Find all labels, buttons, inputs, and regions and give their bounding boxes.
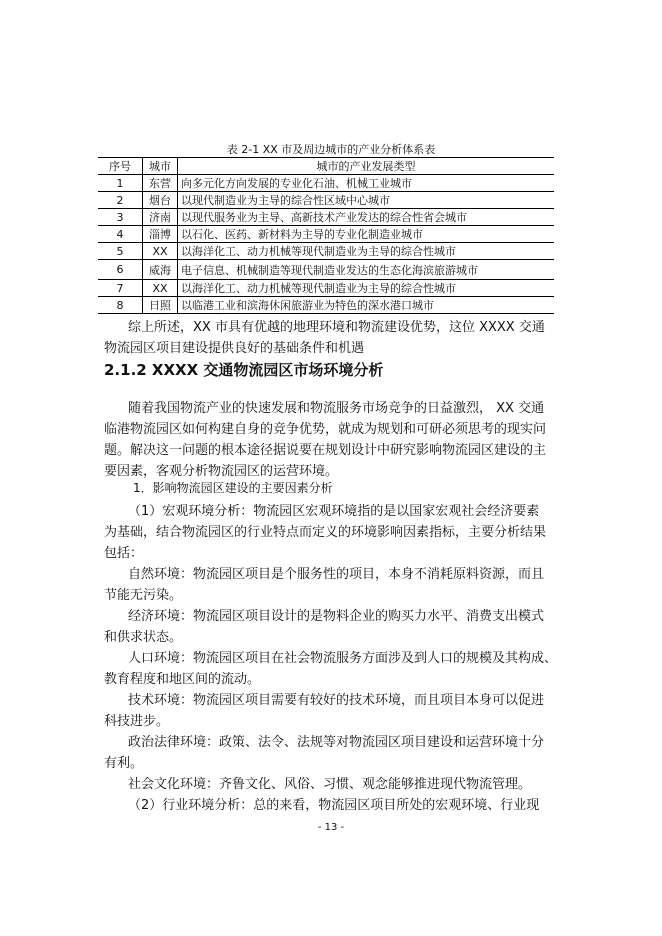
table-row	[98, 280, 554, 297]
col-header-type: 城市的产业发展类型	[178, 158, 555, 175]
macro-line-1: （1）宏观环境分析：物流园区宏观环境指的是以国家宏观社会经济要素	[128, 504, 540, 519]
cell-city: XX	[143, 280, 178, 297]
cell-type: 以现代制造业为主导的综合性区域中心城市	[178, 192, 555, 209]
intro-line-3: 题。解决这一问题的根本途径据说要在规划设计中研究影响物流园区建设的主	[104, 443, 547, 458]
macro-line-2: 为基础，结合物流园区的行业特点而定义的环境影响因素指标，主要分析结果	[104, 525, 547, 540]
table-header-row	[98, 158, 554, 175]
cell-index: 3	[98, 209, 143, 226]
cell-type: 以海洋化工、动力机械等现代制造业为主导的综合性城市	[178, 243, 555, 260]
intro-line-4: 要因素，客观分析物流园区的运营环境。	[104, 464, 339, 479]
col-header-city: 城市	[143, 158, 178, 175]
cell-city: XX	[143, 243, 178, 260]
cell-type: 以海洋化工、动力机械等现代制造业为主导的综合性城市	[178, 280, 555, 297]
macro-line-3: 包括：	[104, 546, 144, 561]
social-line: 社会文化环境：齐鲁文化、风俗、习惯、观念能够推进现代物流管理。	[128, 777, 532, 792]
summary-line-1: 综上所述，XX 市具有优越的地理环境和物流建设优势，这位 XXXX 交通	[128, 320, 545, 335]
legal-line-2: 有利。	[104, 756, 144, 771]
cell-city: 日照	[143, 297, 178, 314]
industry-line: （2）行业环境分析：总的来看，物流园区项目所处的宏观环境、行业现	[128, 798, 540, 813]
technology-line-2: 科技进步。	[104, 714, 170, 729]
cell-type: 向多元化方向发展的专业化石油、机械工业城市	[178, 175, 555, 192]
cell-city: 烟台	[143, 192, 178, 209]
population-line-1: 人口环境：物流园区项目在社会物流服务方面涉及到人口的规模及其构成、	[128, 651, 558, 666]
cell-city: 东营	[143, 175, 178, 192]
table-row	[98, 192, 554, 209]
cell-type: 以石化、医药、新材料为主导的专业化制造业城市	[178, 226, 555, 243]
table-row	[98, 209, 554, 226]
summary-line-2: 物流园区项目建设提供良好的基础条件和机遇	[104, 341, 365, 356]
cell-type: 以临港工业和滨海休闲旅游业为特色的深水港口城市	[178, 297, 555, 314]
industry-table	[98, 157, 554, 314]
intro-line-1: 随着我国物流产业的快速发展和物流服务市场竞争的日益激烈， XX 交通	[128, 401, 545, 416]
cell-index: 2	[98, 192, 143, 209]
col-header-index: 序号	[98, 158, 143, 175]
economic-line-1: 经济环境：物流园区项目设计的是物料企业的购买力水平、消费支出模式	[128, 609, 545, 624]
legal-line-1: 政治法律环境：政策、法令、法规等对物流园区项目建设和运营环境十分	[128, 735, 545, 750]
population-line-2: 教育程度和地区间的流动。	[104, 672, 261, 687]
page-number: - 13 -	[317, 822, 345, 833]
table-row	[98, 243, 554, 260]
cell-city: 威海	[143, 260, 178, 280]
cell-city: 淄博	[143, 226, 178, 243]
section-heading: 2.1.2 XXXX 交通物流园区市场环境分析	[104, 361, 384, 379]
cell-type: 以现代服务业为主导、高新技术产业发达的综合性省会城市	[178, 209, 555, 226]
cell-index: 7	[98, 280, 143, 297]
cell-index: 4	[98, 226, 143, 243]
table-row	[98, 297, 554, 314]
cell-city: 济南	[143, 209, 178, 226]
table-row	[98, 175, 554, 192]
natural-line-1: 自然环境：物流园区项目是个服务性的项目，本身不消耗原料资源，而且	[128, 567, 545, 582]
cell-index: 5	[98, 243, 143, 260]
technology-line-1: 技术环境：物流园区项目需要有较好的技术环境，而且项目本身可以促进	[128, 693, 545, 708]
natural-line-2: 节能无污染。	[104, 588, 183, 603]
table-row	[98, 226, 554, 243]
cell-index: 1	[98, 175, 143, 192]
economic-line-2: 和供求状态。	[104, 630, 183, 645]
cell-index: 6	[98, 260, 143, 280]
table-caption: 表 2-1 XX 市及周边城市的产业分析体系表	[226, 143, 436, 156]
cell-type: 电子信息、机械制造等现代制造业发达的生态化海滨旅游城市	[178, 260, 555, 280]
table-row	[98, 260, 554, 280]
intro-line-2: 临港物流园区如何构建自身的竞争优势，就成为规划和可研必须思考的现实问	[104, 422, 547, 437]
cell-index: 8	[98, 297, 143, 314]
point-1-heading: 1．影响物流园区建设的主要因素分析	[133, 481, 333, 495]
